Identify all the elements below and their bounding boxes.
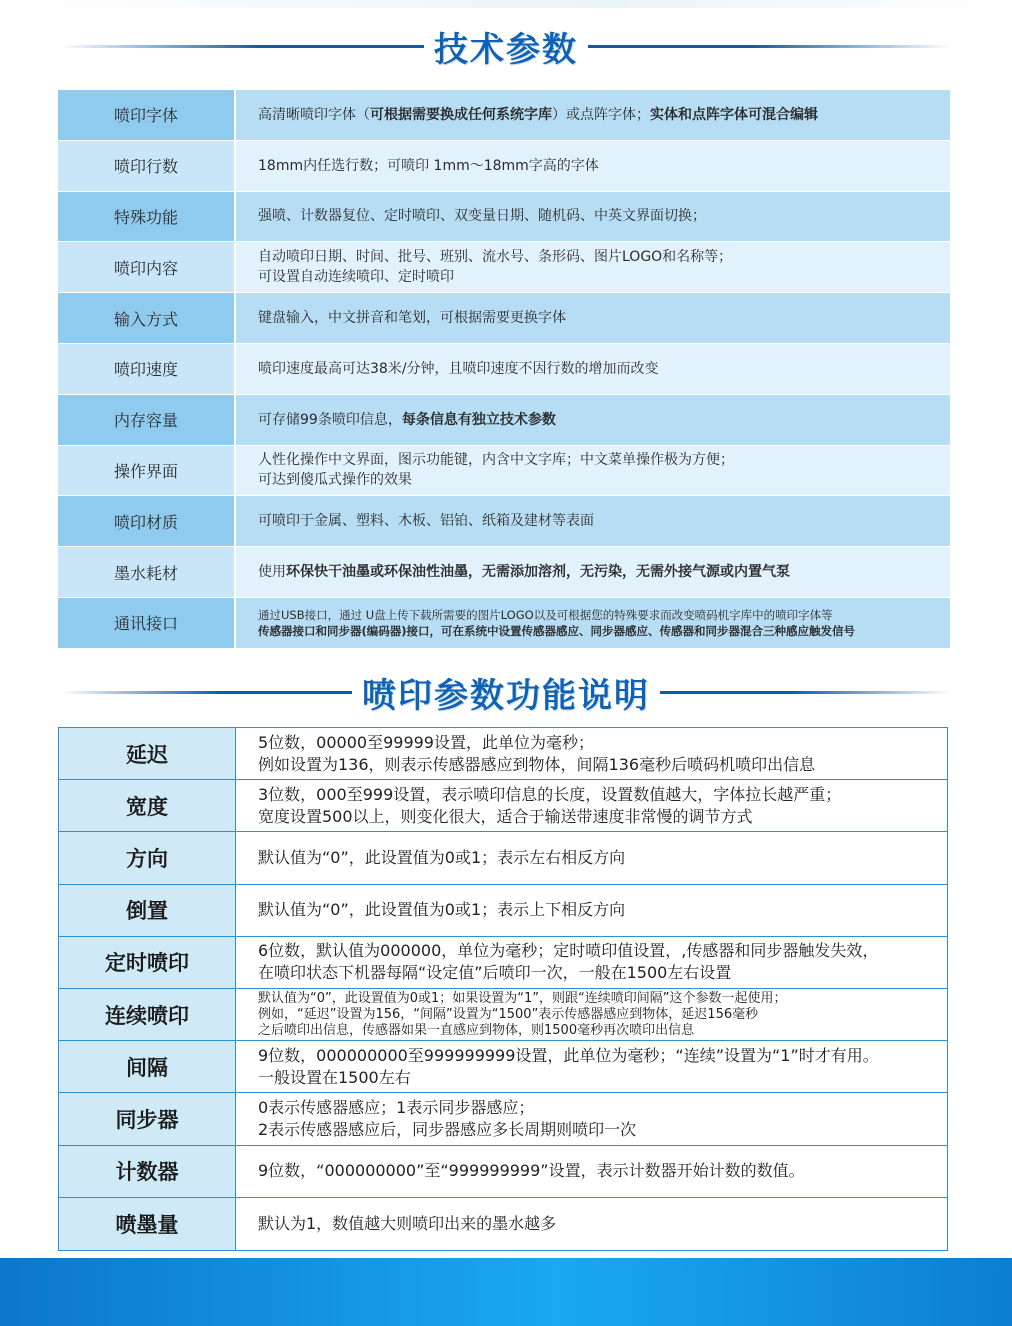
section-title-text: 技术参数 [434, 29, 578, 70]
text: ）或点阵字体； [552, 106, 650, 123]
row-label: 特殊功能 [58, 192, 236, 242]
description-line: 默认值为“0”，此设置值为0或1；表示左右相反方向 [258, 847, 626, 867]
description-line: 一般设置在1500左右 [258, 1067, 411, 1087]
table-row [59, 1198, 947, 1250]
bold-text: 每条信息有独立技术参数 [401, 411, 556, 428]
text: 可喷印于金属、塑料、木板、铝铂、纸箱及建材等表面 [258, 513, 594, 530]
bold-text: 实体和点阵字体可混合编辑 [650, 106, 818, 123]
table-row [58, 496, 950, 547]
table-row [58, 598, 950, 649]
row-label: 喷印行数 [58, 141, 236, 191]
param-label: 连续喷印 [59, 989, 236, 1040]
param-label: 计数器 [59, 1146, 236, 1197]
bold-text: 可根据需要换成任何系统字库 [370, 106, 552, 123]
text: 通过USB接口，通过 U盘上传下载所需要的图片LOGO以及可根据您的特殊要求而改变喷码机字库中的喷印字体等 [258, 607, 833, 622]
description-line: 在喷印状态下机器每隔“设定值”后喷印一次，一般在1500左右设置 [258, 963, 732, 983]
description-line: 3位数，000至999设置，表示喷印信息的长度，设置数值越大，字体拉长越严重； [258, 784, 842, 804]
param-label: 同步器 [59, 1093, 236, 1144]
description-line: 6位数，默认值为000000，单位为毫秒；定时喷印值设置，,传感器和同步器触发失效， [258, 941, 879, 961]
row-value [236, 446, 950, 496]
table-row [58, 547, 950, 598]
table-row [59, 1041, 947, 1093]
param-functions-table [58, 727, 948, 1251]
row-label: 内存容量 [58, 395, 236, 445]
text: 强喷、计数器复位、定时喷印、双变量日期、随机码、中英文界面切换； [258, 208, 706, 225]
row-value [236, 344, 950, 394]
text: 人性化操作中文界面，图示功能键，内含中文字库；中文菜单操作极为方便； [258, 452, 734, 469]
value-line [258, 623, 950, 639]
row-value [236, 293, 950, 343]
table-row [59, 728, 947, 780]
bottom-decor-band [0, 1258, 1012, 1326]
description-line: 宽度设置500以上，则变化很大，适合于输送带速度非常慢的调节方式 [258, 806, 753, 826]
section-title-text: 喷印参数功能说明 [362, 675, 650, 716]
value-line [258, 247, 950, 267]
tech-params-table [58, 90, 950, 649]
description-line: 0表示传感器感应；1表示同步器感应； [258, 1097, 535, 1117]
row-label: 输入方式 [58, 293, 236, 343]
bold-text: 环保快干油墨或环保油性油墨，无需添加溶剂，无污染，无需外接气源或内置气泵 [286, 564, 790, 581]
title-rule-left [60, 45, 424, 48]
table-row [59, 780, 947, 832]
description-line: 默认为1，数值越大则喷印出来的墨水越多 [258, 1213, 557, 1233]
value-line [258, 156, 950, 176]
param-description [236, 1198, 947, 1250]
value-line [258, 105, 950, 125]
row-label: 喷印字体 [58, 90, 236, 140]
param-label: 定时喷印 [59, 937, 236, 988]
text: 可设置自动连续喷印、定时喷印 [258, 269, 454, 286]
text: 键盘输入，中文拼音和笔划，可根据需要更换字体 [258, 310, 566, 327]
param-description [236, 780, 947, 831]
table-row [59, 937, 947, 989]
row-value [236, 242, 950, 292]
param-description [236, 1093, 947, 1144]
row-label: 通讯接口 [58, 598, 236, 648]
text: 18mm内任选行数；可喷印 1mm～18mm字高的字体 [258, 157, 599, 174]
bold-text: 传感器接口和同步器(编码器)接口，可在系统中设置传感器感应、同步器感应、传感器和同步器混合三种感应触发信号 [258, 623, 856, 638]
table-row [59, 885, 947, 937]
description-line: 9位数，“000000000”至“999999999”设置，表示计数器开始计数的数值。 [258, 1161, 805, 1181]
description-line: 例如，“延迟”设置为156，“间隔”设置为“1500”表示传感器感应到物体，延迟156毫秒 [258, 1006, 759, 1022]
section-title-param-functions [60, 662, 952, 722]
table-row [58, 90, 950, 141]
title-rule-left [60, 691, 352, 694]
row-value [236, 496, 950, 546]
text: 使用 [258, 564, 286, 581]
table-row [58, 192, 950, 243]
param-label: 延迟 [59, 728, 236, 779]
table-row [58, 344, 950, 395]
row-label: 喷印速度 [58, 344, 236, 394]
text: 高清晰喷印字体（ [258, 106, 370, 123]
param-label: 倒置 [59, 885, 236, 936]
param-description [236, 989, 947, 1040]
row-label: 操作界面 [58, 446, 236, 496]
text: 自动喷印日期、时间、批号、班别、流水号、条形码、图片LOGO和名称等； [258, 249, 733, 266]
value-line [258, 470, 950, 490]
row-value [236, 90, 950, 140]
description-line: 9位数，000000000至999999999设置，此单位为毫秒；“连续”设置为“1”时才有用。 [258, 1045, 879, 1065]
value-line [258, 206, 950, 226]
value-line [258, 511, 950, 531]
value-line [258, 607, 950, 623]
row-label: 喷印内容 [58, 242, 236, 292]
text: 喷印速度最高可达38米/分钟，且喷印速度不因行数的增加而改变 [258, 360, 659, 377]
table-row [59, 1146, 947, 1198]
title-rule-right [588, 45, 952, 48]
value-line [258, 308, 950, 328]
param-description [236, 832, 947, 883]
row-label: 墨水耗材 [58, 547, 236, 597]
param-label: 方向 [59, 832, 236, 883]
param-description [236, 1041, 947, 1092]
title-rule-right [660, 691, 952, 694]
row-value [236, 192, 950, 242]
value-line [258, 267, 950, 287]
top-strip [0, 0, 1012, 8]
row-value [236, 395, 950, 445]
description-line: 默认值为“0”，此设置值为0或1；如果设置为“1”，则跟“连续喷印间隔”这个参数一起使用； [258, 990, 787, 1006]
value-line [258, 410, 950, 430]
param-description [236, 1146, 947, 1197]
table-row [58, 446, 950, 497]
row-label: 喷印材质 [58, 496, 236, 546]
table-row [59, 1093, 947, 1145]
description-line: 之后喷印出信息，传感器如果一直感应到物体，则1500毫秒再次喷印出信息 [258, 1022, 695, 1038]
description-line: 2表示传感器感应后，同步器感应多长周期则喷印一次 [258, 1119, 637, 1139]
param-label: 间隔 [59, 1041, 236, 1092]
param-description [236, 937, 947, 988]
description-line: 例如设置为136，则表示传感器感应到物体，间隔136毫秒后喷码机喷印出信息 [258, 754, 816, 774]
description-line: 5位数，00000至99999设置，此单位为毫秒； [258, 732, 594, 752]
param-label: 宽度 [59, 780, 236, 831]
table-row [58, 242, 950, 293]
row-value [236, 547, 950, 597]
text: 可达到傻瓜式操作的效果 [258, 472, 412, 489]
section-title-tech-params [60, 16, 952, 76]
description-line: 默认值为“0”，此设置值为0或1；表示上下相反方向 [258, 900, 626, 920]
value-line [258, 562, 950, 582]
param-description [236, 728, 947, 779]
table-row [59, 832, 947, 884]
table-row [58, 141, 950, 192]
param-description [236, 885, 947, 936]
value-line [258, 359, 950, 379]
text: 可存储99条喷印信息， [258, 411, 402, 428]
table-row [59, 989, 947, 1041]
param-label: 喷墨量 [59, 1198, 236, 1250]
value-line [258, 450, 950, 470]
table-row [58, 395, 950, 446]
row-value [236, 598, 950, 648]
table-row [58, 293, 950, 344]
row-value [236, 141, 950, 191]
